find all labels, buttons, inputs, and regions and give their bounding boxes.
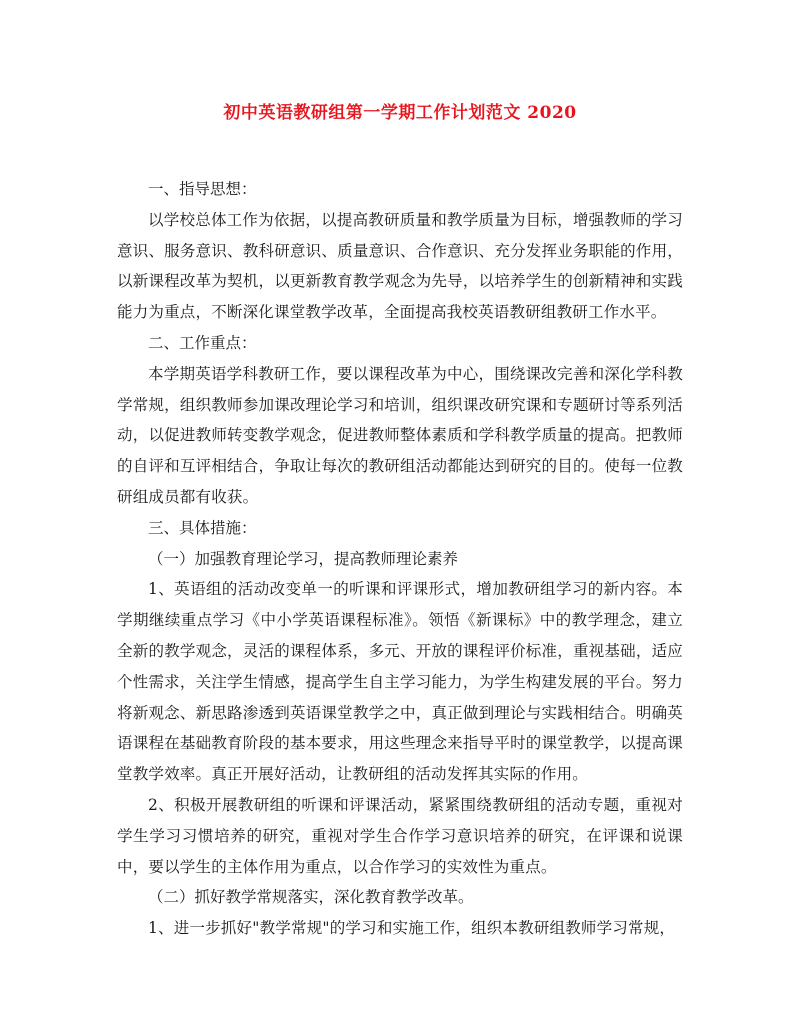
document-page xyxy=(117,100,683,944)
subsection-heading-theory: （一）加强教育理论学习，提高教师理论素养 xyxy=(148,549,459,568)
section-heading-guiding-ideology: 一、指导思想： xyxy=(148,180,257,198)
paragraph-guiding-ideology: 以学校总体工作为依据，以提高教研质量和教学质量为目标，增强教师的学习意识、服务意识、教科研意识、质量意识、合作意识、充分发挥业务职能的作用，以新课程改革为契机，以更新教育教学观念为先导，以培养学生的创新精神和实践能力为重点，不断深化课堂教学改革，全面提高我校英语教研组教研工作水平。 xyxy=(117,210,683,322)
subsection-heading-routine: （二）抓好教学常规落实，深化教育教学改革。 xyxy=(148,888,474,907)
paragraph-routine-1: 1、进一步抓好"教学常规"的学习和实施工作，组织本教研组教师学习常规， xyxy=(148,919,676,938)
paragraph-theory-2: 2、积极开展教研组的听课和评课活动，紧紧围绕教研组的活动专题，重视对学生学习习惯培养的研究，重视对学生合作学习意识培养的研究，在评课和说课中，要以学生的主体作用为重点，以合作学习的实效性为重点。 xyxy=(117,795,683,876)
section-heading-measures: 三、具体措施： xyxy=(148,518,257,537)
paragraph-work-focus: 本学期英语学科教研工作，要以课程改革为中心，围绕课改完善和深化学科教学常规，组织教师参加课改理论学习和培训，组织课改研究课和专题研讨等系列活动，以促进教师转变教学观念，促进教师整体素质和学科教学质量的提高。把教师的自评和互评相结合，争取让每次的教研组活动都能达到研究的目的。使每一位教研组成员都有收获。 xyxy=(117,364,683,506)
paragraph-theory-1: 1、英语组的活动改变单一的听课和评课形式，增加教研组学习的新内容。本学期继续重点学习《中小学英语课程标准》。领悟《新课标》中的教学理念，建立全新的教学观念，灵活的课程体系，多元、开放的课程评价标准，重视基础，适应个性需求，关注学生情感，提高学生自主学习能力，为学生构建发展的平台。努力将新观念、新思路渗透到英语课堂教学之中，真正做到理论与实践相结合。明确英语课程在基础教育阶段的基本要求，用这些理念来指导平时的课堂教学，以提高课堂教学效率。真正开展好活动，让教研组的活动发挥其实际的作用。 xyxy=(117,580,683,784)
document-title: 初中英语教研组第一学期工作计划范文 2020 xyxy=(223,103,577,123)
section-heading-work-focus: 二、工作重点： xyxy=(148,333,257,352)
